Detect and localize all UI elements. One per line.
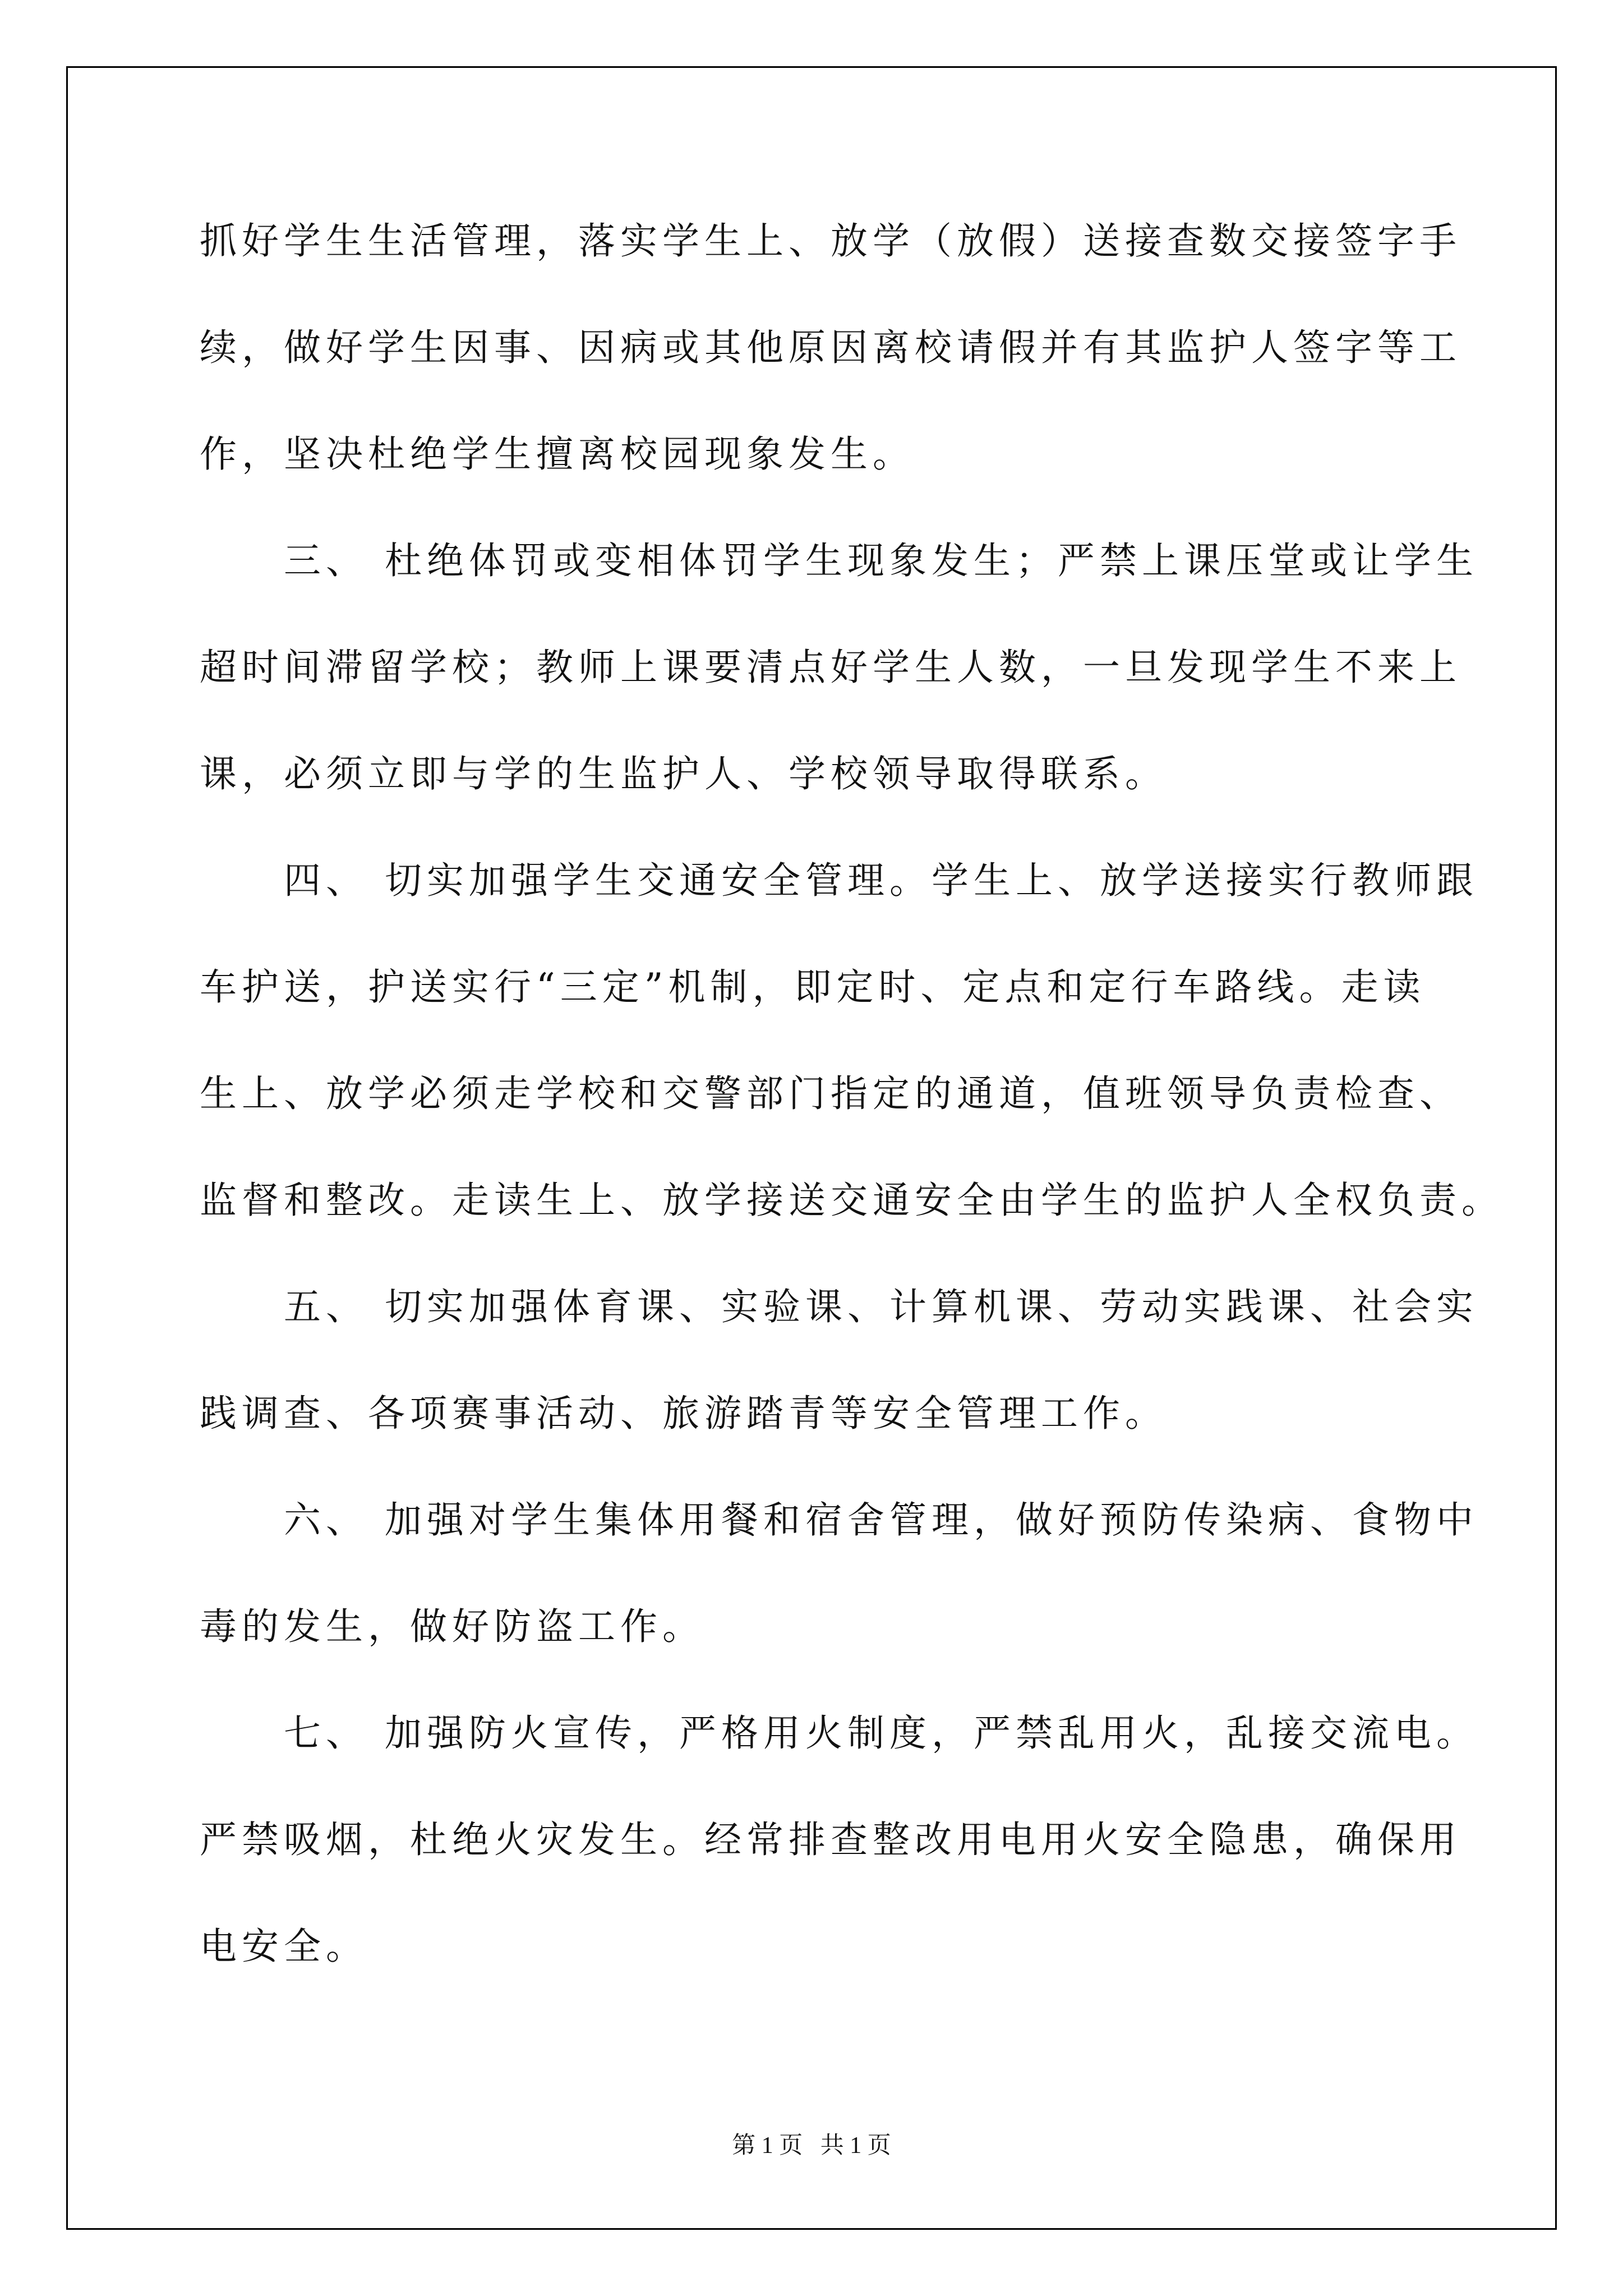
text-line: 生上、放学必须走学校和交警部门指定的通道，值班领导负责检查、: [200, 1072, 1461, 1115]
text-line: 践调查、各项赛事活动、旅游踏青等安全管理工作。: [200, 1392, 1167, 1435]
text-line: 车护送，护送实行“三定”机制，即定时、定点和定行车路线。走读: [200, 965, 1426, 1009]
text-line: 续，做好学生因事、因病或其他原因离校请假并有其监护人签字等工: [200, 326, 1461, 369]
page-border: [66, 66, 1557, 2230]
text-line: 监督和整改。走读生上、放学接送交通安全由学生的监护人全权负责。: [200, 1179, 1504, 1222]
text-line: 课，必须立即与学的生监护人、学校领导取得联系。: [200, 752, 1167, 795]
text-line: 抓好学生生活管理，落实学生上、放学（放假）送接查数交接签字手: [200, 219, 1461, 263]
text-line: 毒的发生，做好防盗工作。: [200, 1605, 704, 1648]
text-line: 六、 加强对学生集体用餐和宿舍管理，做好预防传染病、食物中: [284, 1498, 1478, 1542]
text-line: 七、 加强防火宣传，严格用火制度，严禁乱用火，乱接交流电。: [284, 1711, 1478, 1755]
text-line: 五、 切实加强体育课、实验课、计算机课、劳动实践课、社会实: [284, 1285, 1478, 1328]
text-line: 严禁吸烟，杜绝火灾发生。经常排查整改用电用火安全隐患，确保用: [200, 1818, 1461, 1861]
text-line: 三、 杜绝体罚或变相体罚学生现象发生；严禁上课压堂或让学生: [284, 539, 1478, 582]
text-line: 超时间滞留学校；教师上课要清点好学生人数，一旦发现学生不来上: [200, 646, 1461, 689]
text-line: 作，坚决杜绝学生擅离校园现象发生。: [200, 432, 915, 476]
text-line: 四、 切实加强学生交通安全管理。学生上、放学送接实行教师跟: [284, 859, 1478, 902]
text-line: 电安全。: [200, 1925, 368, 1968]
page-number: 第 1 页 共 1 页: [732, 2133, 891, 2159]
